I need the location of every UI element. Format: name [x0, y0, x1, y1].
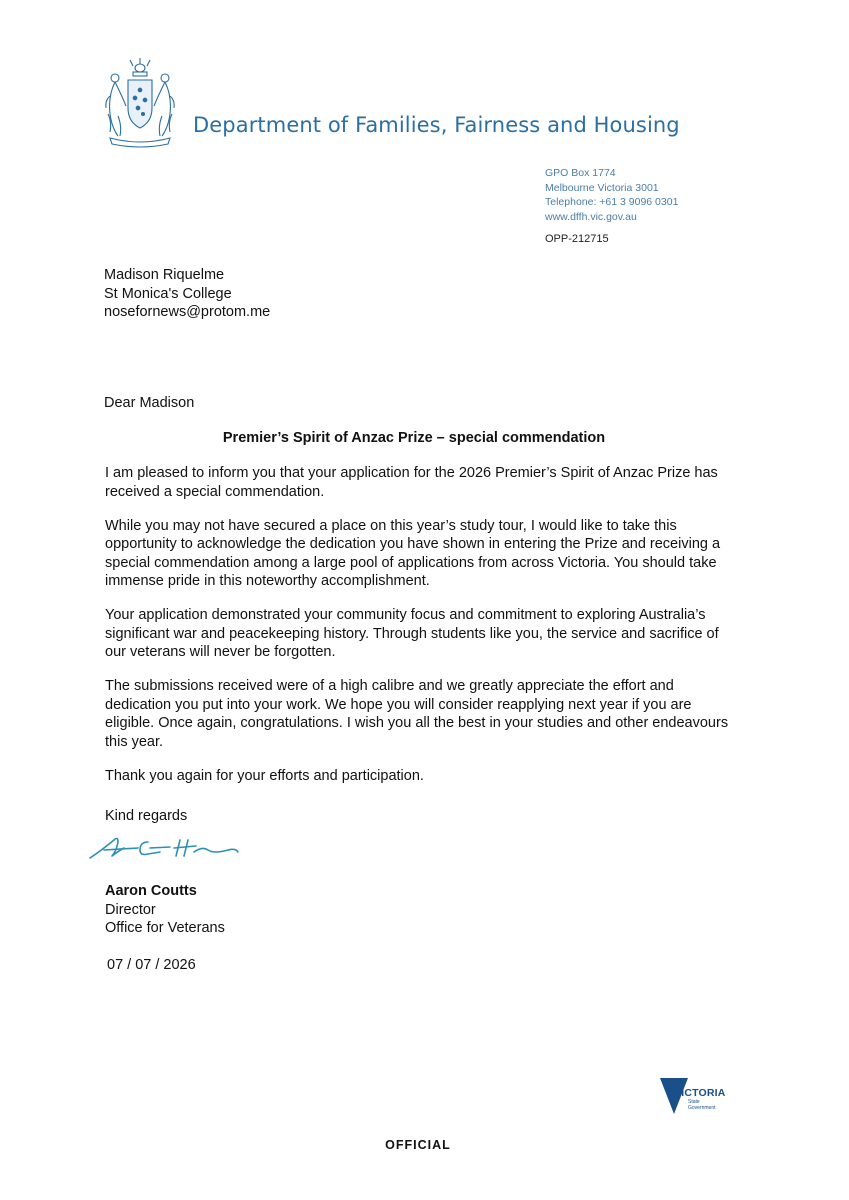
body-paragraph: Thank you again for your efforts and participation. — [105, 767, 424, 784]
signatory-title: Director — [105, 901, 156, 918]
recipient-block — [104, 266, 270, 322]
victoria-logo-subtext — [688, 1100, 716, 1111]
recipient-email: nosefornews@protom.me — [104, 304, 271, 320]
body-paragraph: Your application demonstrated your community focus and commitment to exploring Australia’s significant war and peacekeeping history. Through students like you, the service and sacrifice of our veterans will never be forgotten. — [105, 607, 719, 660]
address-line: Melbourne Victoria 3001 — [545, 181, 659, 194]
address-line: GPO Box 1774 — [545, 167, 616, 179]
security-classification: OFFICIAL — [385, 1138, 451, 1152]
recipient-school: St Monica's College — [104, 285, 232, 302]
subject-heading: Premier’s Spirit of Anzac Prize – special commendation — [222, 430, 606, 446]
signature-image — [88, 832, 240, 864]
address-line: Telephone: +61 3 9096 0301 — [545, 196, 679, 208]
signatory-office: Office for Veterans — [105, 920, 225, 936]
victoria-logo-text: VICTORIA — [674, 1087, 726, 1099]
reference-number: OPP-212715 — [545, 233, 609, 245]
department-address — [545, 166, 678, 224]
signatory-name: Aaron Coutts — [105, 883, 197, 899]
letter-body — [105, 464, 730, 801]
recipient-name: Madison Riquelme — [104, 267, 225, 283]
body-paragraph: While you may not have secured a place on this year’s study tour, I would like to take this opportunity to acknowledge the dedication you have shown in entering the Prize and receiving a special commendation among a large pool of applications from across Victoria. You should take immense pride in this noteworthy accomplishment. — [105, 517, 721, 589]
coat-of-arms-icon — [100, 56, 180, 148]
signatory-block — [105, 882, 225, 938]
salutation: Dear Madison — [104, 395, 195, 411]
logo-subtext-line: Government — [688, 1104, 716, 1111]
body-paragraph: The submissions received were of a high calibre and we greatly appreciate the effort and dedication you put into your work. We hope you will consider reapplying next year if you are eligible. Once again, congratulations. I wish you all the best in your studies and other endeavours this year. — [105, 678, 729, 750]
department-name: Department of Families, Fairness and Housing — [193, 113, 680, 137]
address-website: www.dffh.vic.gov.au — [545, 210, 637, 223]
letter-date: 07 / 07 / 2026 — [107, 957, 196, 973]
logo-subtext-line: State — [688, 1099, 700, 1105]
body-paragraph: I am pleased to inform you that your application for the 2026 Premier’s Spirit of Anzac Prize has received a special commendation. — [105, 465, 718, 500]
closing: Kind regards — [105, 808, 188, 824]
